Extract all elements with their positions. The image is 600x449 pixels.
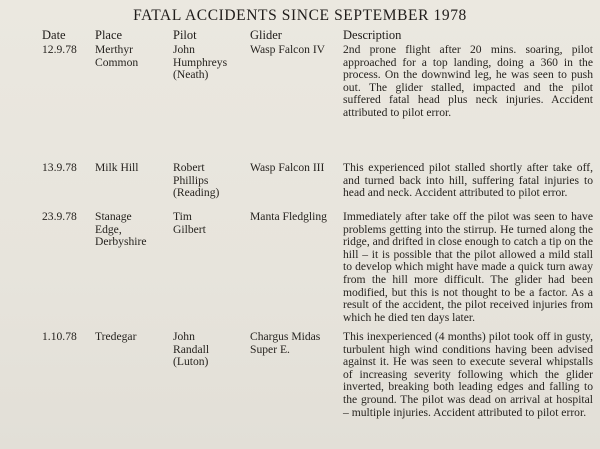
row2-description: This experienced pilot stalled shortly after take off, and turned back into hill, suffering fatal injuries to head and neck. Accident attributed to pilot error. [343,161,593,200]
page-title: FATAL ACCIDENTS SINCE SEPTEMBER 1978 [133,7,467,24]
row2-place: Milk Hill [95,161,139,174]
header-pilot: Pilot [173,28,197,42]
header-glider: Glider [250,28,282,42]
row3-glider: Manta Fledgling [250,210,327,223]
header-description: Description [343,28,402,42]
row1-pilot: John Humphreys (Neath) [173,43,228,82]
row4-pilot: John Randall (Luton) [173,330,210,369]
row1-description: 2nd prone flight after 20 mins. soaring, pilot approached for a top landing, doing a 360 in the process. On the downwind leg, he was seen to push out. The glider stalled, impacted and the pilot suffered fatal head plus neck injuries. Accident attributed to pilot error. [343,43,593,119]
row4-description: This inexperienced (4 months) pilot took off in gusty, turbulent high wind conditions having been advised against it. He was seen to execute several whipstalls of increasing severity following which the glider inverted, breaking both leading edges and falling to the ground. The pilot was dead on arrival at hospital – multiple injuries. Accident attributed to pilot error. [343,330,593,419]
row3-date: 23.9.78 [42,210,77,223]
row1-glider: Wasp Falcon IV [250,43,326,56]
row3-place: Stanage Edge, Derbyshire [95,210,147,249]
row4-date: 1.10.78 [42,330,77,343]
header-place: Place [95,28,123,42]
row3-pilot: Tim Gilbert [173,210,206,236]
header-date: Date [42,28,66,42]
row1-place: Merthyr Common [95,43,139,69]
row1-date: 12.9.78 [42,43,77,56]
row3-description: Immediately after take off the pilot was seen to have problems getting into the stirrup. He turned along the ridge, and drifted in close enough to catch a tip on the hill – it is possible that the pilot allowed a mild stall to develop which might have made a quick turn away from the hill more difficult. The glider had been modified, but this is not thought to be a factor. As a result of the accident, the pilot received injuries from which he died ten days later. [343,210,593,324]
row2-glider: Wasp Falcon III [250,161,325,174]
row4-glider: Chargus Midas Super E. [250,330,321,356]
row2-date: 13.9.78 [42,161,77,174]
row4-place: Tredegar [95,330,137,343]
row2-pilot: Robert Phillips (Reading) [173,161,220,200]
